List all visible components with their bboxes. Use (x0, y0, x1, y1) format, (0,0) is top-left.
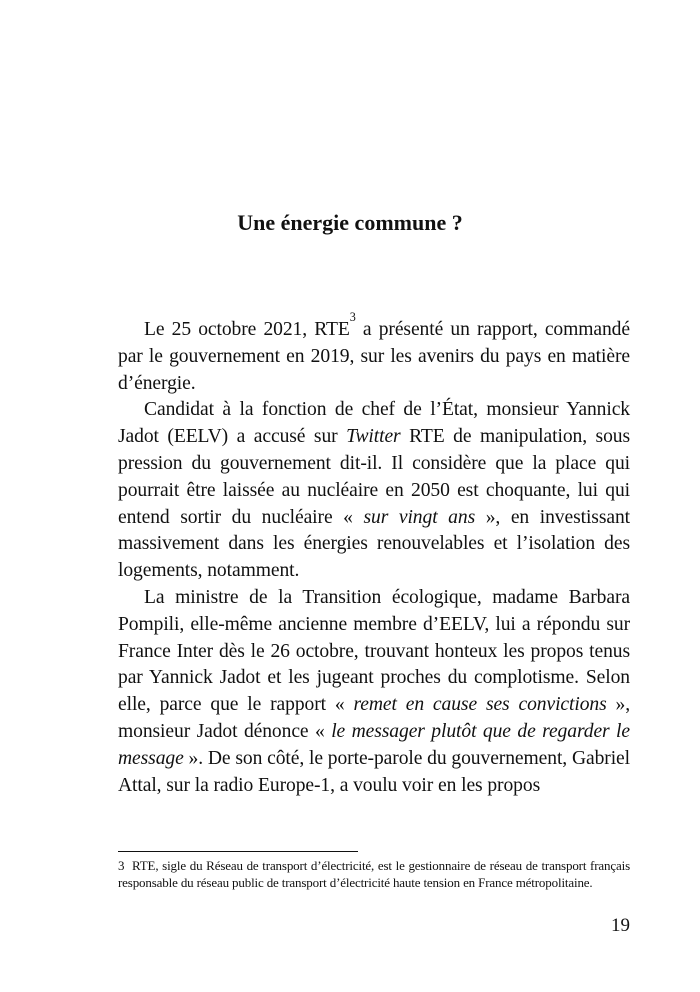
page-number: 19 (611, 915, 630, 936)
italic-quote: sur vingt ans (363, 506, 476, 528)
body-text (118, 309, 631, 799)
chapter-title: Une énergie commune ? (237, 210, 463, 235)
footnote-divider (118, 851, 358, 852)
paragraph-2-text-end: », en investissant massivement dans les énergies renouvelables et l’isolation des logements, notamment. (118, 506, 630, 582)
footnote-text: RTE, sigle du Réseau de transport d’électricité, est le gestionnaire de réseau de transport français responsable du réseau public de transport d’électricité haute tension en France métropolitaine. (118, 858, 630, 890)
paragraph-3-text-cont: », monsieur Jadot dénonce « (118, 694, 631, 742)
paragraph-2 (118, 397, 630, 585)
italic-quote-2: le messager plutôt que de regarder le message (118, 720, 630, 769)
paragraph-1-text-cont: a présenté un rapport, commandé par le gouvernement en 2019, sur les avenirs du pays en matière d’énergie. (118, 319, 630, 394)
footnote (118, 858, 630, 891)
paragraph-3-text-end: ». De son côté, le porte-parole du gouvernement, Gabriel Attal, sur la radio Europe-1, a voulu voir en les propos (118, 747, 630, 796)
paragraph-2-text: Candidat à la fonction de chef de l’État, monsieur Yannick Jadot (EELV) a accusé sur (118, 399, 630, 448)
paragraph-1-text: Le 25 octobre 2021, RTE (144, 319, 350, 340)
paragraph-1 (118, 309, 630, 397)
footnote-reference: 3 (349, 309, 356, 324)
italic-quote-1: remet en cause ses convictions (353, 694, 607, 716)
paragraph-3 (118, 585, 630, 799)
paragraph-3-text: La ministre de la Transition écologique, madame Barbara Pompili, elle-même ancienne membre d’EELV, lui a répondu sur France Inter dès le 26 octobre, trouvant honteux les propos tenus par Yannick Jadot et les jugeant proches du complotisme. Selon elle, parce que le rapport « (118, 586, 630, 716)
italic-twitter: Twitter (346, 426, 401, 448)
footnote-number: 3 (118, 858, 125, 873)
paragraph-2-text-cont: RTE de manipulation, sous pression du gouvernement dit-il. Il considère que la place qui pourrait être laissée au nucléaire en 2050 est choquante, lui qui entend sortir du nucléaire « (118, 426, 630, 528)
